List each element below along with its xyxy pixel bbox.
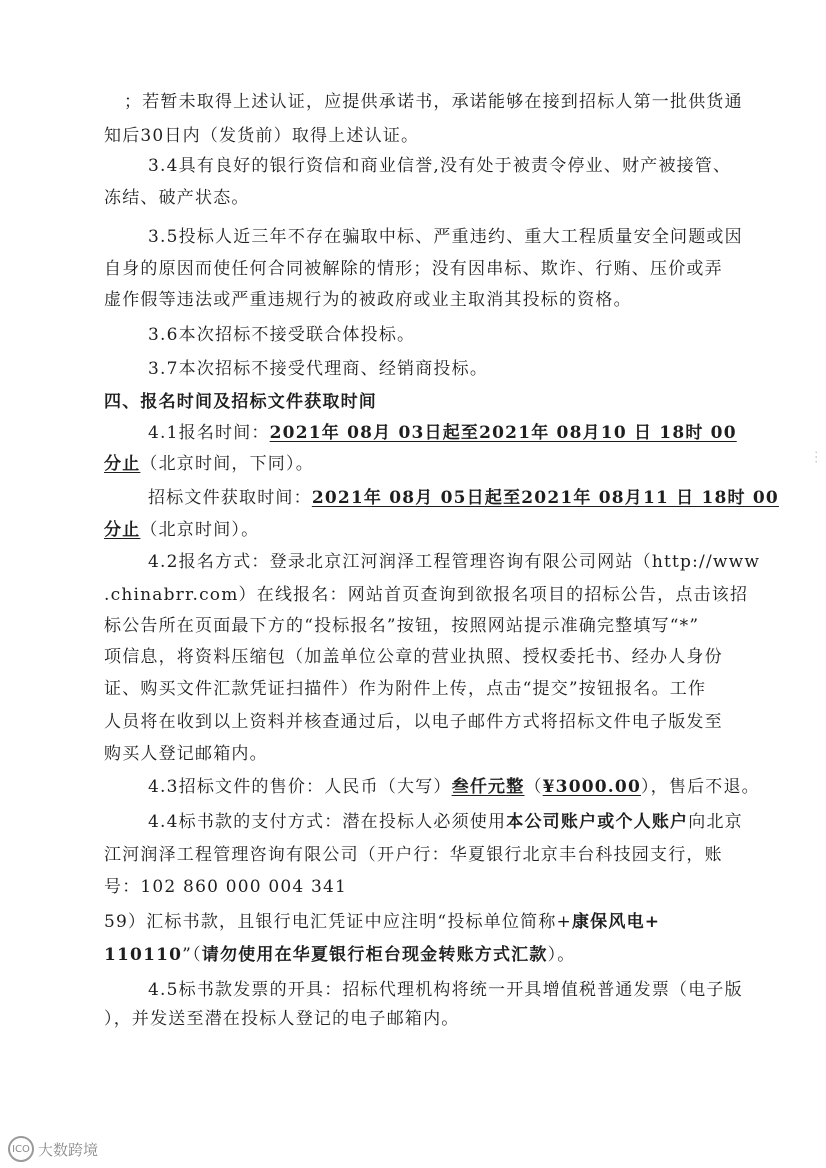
text-line <box>104 186 250 210</box>
text-segment: 自身的原因而使任何合同被解除的情形；没有因串标、欺诈、行贿、压价或弄 <box>104 259 723 279</box>
underlined-text: 2021年 08月 05日起至2021年 08月11 日 18时 00 <box>311 488 779 508</box>
text-line <box>148 357 488 381</box>
text-line <box>104 943 575 967</box>
text-segment: ；若暂未取得上述认证，应提供承诺书，承诺能够在接到招标人第一批供货通 <box>124 92 743 112</box>
text-line <box>104 875 347 899</box>
text-line <box>148 978 743 1002</box>
text-line <box>148 154 731 178</box>
text-segment: 3.5投标人近三年不存在骗取中标、严重违约、重大工程质量安全问题或因 <box>148 227 743 247</box>
text-segment: ）。 <box>547 945 576 965</box>
text-segment: （ <box>524 777 543 797</box>
text-line <box>104 124 419 148</box>
text-line <box>104 843 723 867</box>
text-line <box>104 910 660 934</box>
text-segment: 冻结、破产状态。 <box>104 188 250 208</box>
text-segment: 3.7本次招标不接受代理商、经销商投标。 <box>148 359 489 379</box>
text-line <box>104 742 268 766</box>
text-line <box>148 486 779 510</box>
text-segment: 知后30日内（发货前）取得上述认证。 <box>104 126 420 146</box>
text-segment: 标公告所在页面最下方的“投标报名”按钮，按照网站提示准确完整填写“*” <box>104 616 700 636</box>
underlined-text: 分止 <box>104 454 141 474</box>
seal-stamp: ⋯ <box>808 450 824 464</box>
text-line <box>104 288 632 312</box>
footer-logo <box>8 1136 98 1162</box>
text-segment: 3.4具有良好的银行资信和商业信誉,没有处于被责令停业、财产被接管、 <box>148 156 732 176</box>
text-line <box>104 452 314 476</box>
bold-text: 本公司账户或个人账户 <box>506 812 689 832</box>
text-line <box>104 390 377 414</box>
text-line <box>148 810 743 834</box>
text-line <box>148 421 737 445</box>
underlined-text: ¥3000.00 <box>542 777 641 797</box>
text-line <box>104 645 723 669</box>
text-line <box>148 225 743 249</box>
text-line <box>104 614 699 638</box>
text-segment: 人员将在收到以上资料并核查通过后，以电子邮件方式将招标文件电子版发至 <box>104 712 723 732</box>
text-segment: 4.1报名时间： <box>148 423 270 443</box>
text-segment: ），售后不退。 <box>640 777 760 797</box>
text-line <box>104 710 723 734</box>
text-line <box>104 583 748 607</box>
text-line <box>148 775 760 799</box>
text-segment: 向北京 <box>688 812 743 832</box>
text-line <box>148 550 760 574</box>
text-segment: 江河润泽工程管理咨询有限公司（开户行：华夏银行北京丰台科技园支行，账 <box>104 845 723 865</box>
text-segment: 4.3招标文件的售价：人民币（大写） <box>148 777 452 797</box>
text-segment: 4.2报名方式：登录北京江河润泽工程管理咨询有限公司网站（http://www <box>148 552 761 572</box>
text-segment: 招标文件获取时间： <box>148 488 312 508</box>
text-segment: 4.5标书款发票的开具：招标代理机构将统一开具增值税普通发票（电子版 <box>148 980 743 1000</box>
bold-text: 四、报名时间及招标文件获取时间 <box>104 392 377 412</box>
underlined-text: 2021年 08月 03日起至2021年 08月10 日 18时 00 <box>269 423 737 443</box>
text-line <box>104 518 259 542</box>
text-segment: ），并发送至潜在投标人登记的电子邮箱内。 <box>104 1009 460 1029</box>
text-segment: 3.6本次招标不接受联合体投标。 <box>148 325 416 345</box>
text-line <box>104 257 723 281</box>
text-segment: 虚作假等违法或严重违规行为的被政府或业主取消其投标的资格。 <box>104 290 632 310</box>
logo-text: 大数跨境 <box>38 1140 99 1159</box>
text-segment: 购买人登记邮箱内。 <box>104 744 268 764</box>
text-segment: ”（ <box>182 945 202 965</box>
text-line <box>148 323 415 347</box>
text-segment: .chinabrr.com）在线报名：网站首页查询到欲报名项目的招标公告，点击该招 <box>104 585 749 605</box>
text-segment: （北京时间）。 <box>140 520 260 540</box>
text-segment: （北京时间，下同）。 <box>140 454 314 474</box>
bold-text: 110110 <box>104 945 183 965</box>
text-segment: 证、购买文件汇款凭证扫描件）作为附件上传，点击“提交”按钮报名。工作 <box>104 679 707 699</box>
text-line <box>104 677 706 701</box>
text-segment: 号：102 860 000 004 341 <box>104 877 348 897</box>
underlined-text: 分止 <box>104 520 141 540</box>
underlined-text: 叁仟元整 <box>451 777 525 797</box>
text-segment: 4.4标书款的支付方式：潜在投标人必须使用 <box>148 812 507 832</box>
text-segment: 项信息，将资料压缩包（加盖单位公章的营业执照、授权委托书、经办人身份 <box>104 647 723 667</box>
bold-text: 请勿使用在华夏银行柜台现金转账方式汇款 <box>201 945 548 965</box>
logo-mark-icon: ICO <box>8 1136 34 1162</box>
bold-text: 康保风电+ <box>571 912 661 932</box>
text-line <box>124 90 743 114</box>
text-segment: 59）汇标书款，且银行电汇凭证中应注明“投标单位简称+ <box>104 912 572 932</box>
text-line <box>104 1007 460 1031</box>
